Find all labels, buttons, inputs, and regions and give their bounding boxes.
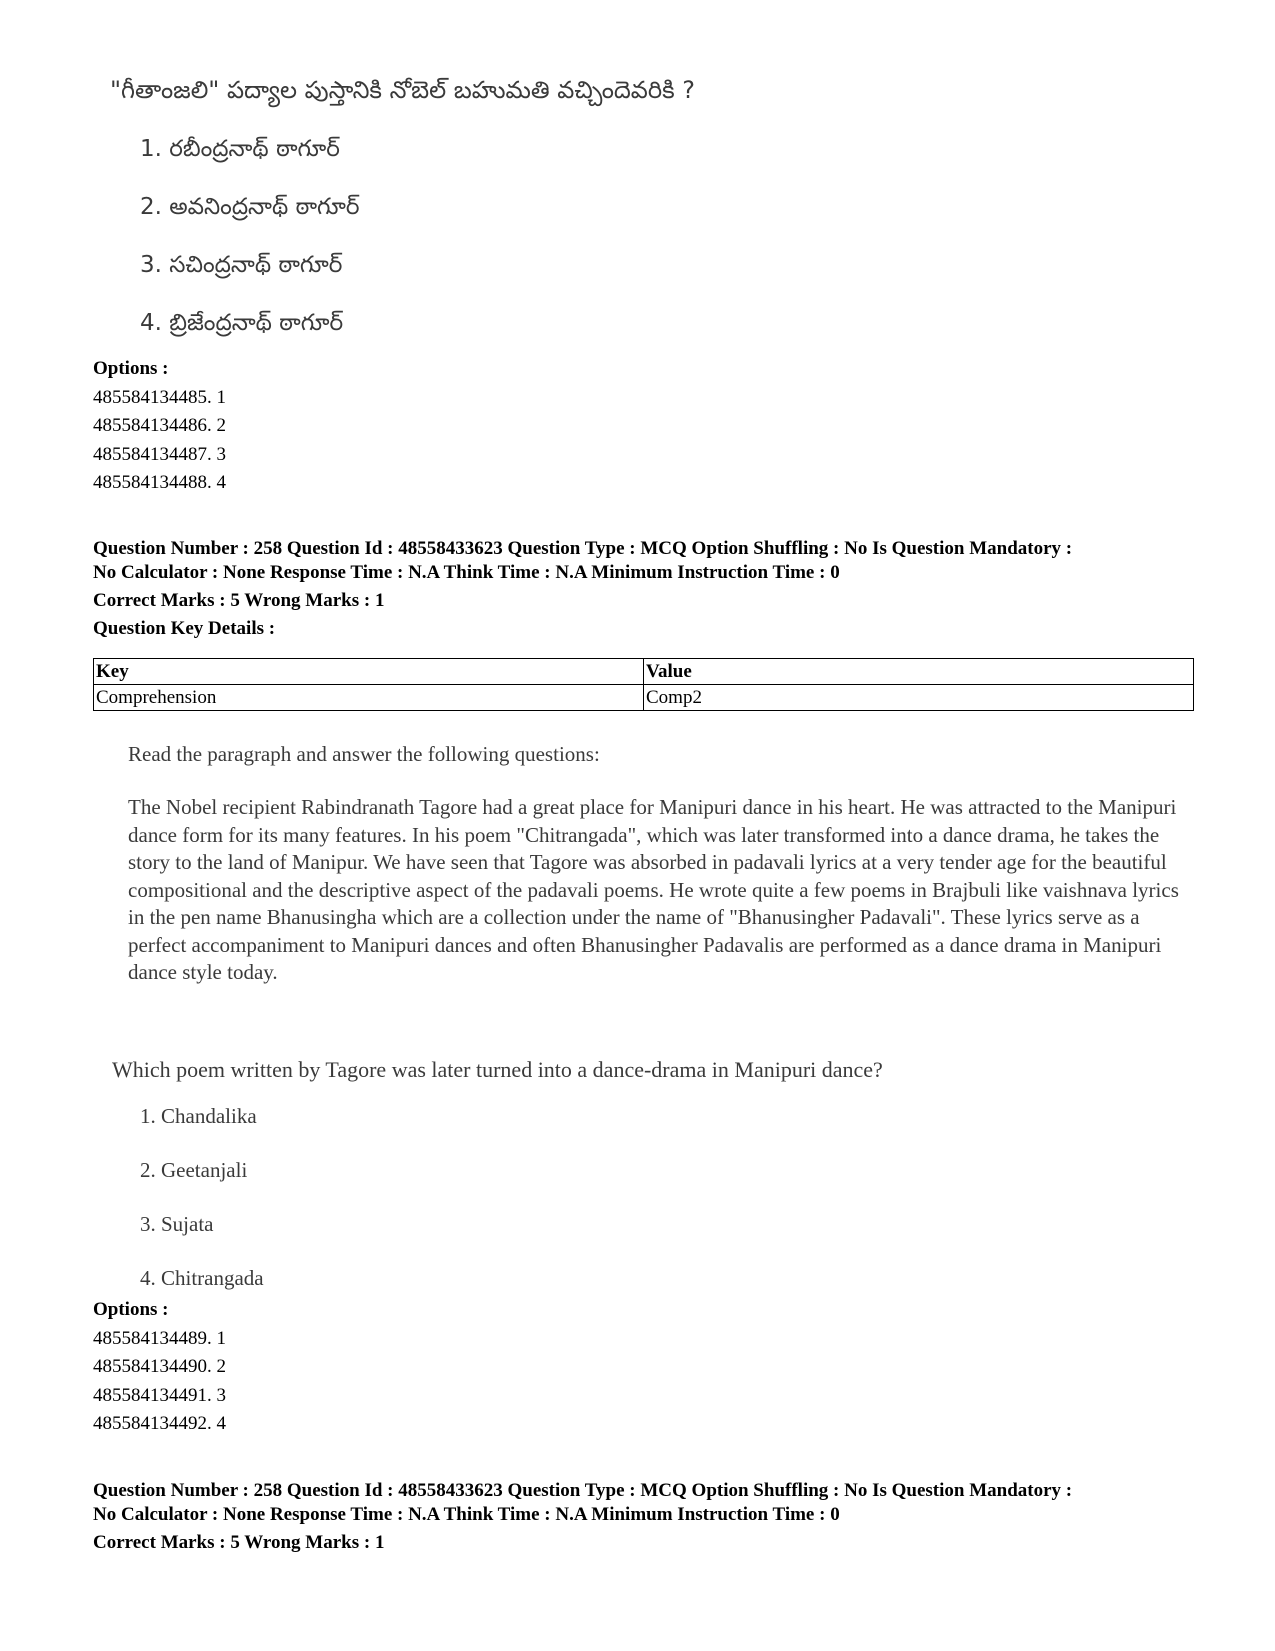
choice-1: 1. Chandalika bbox=[140, 1104, 257, 1128]
option-id: 485584134490. 2 bbox=[93, 1356, 226, 1377]
choice-2: 2. అవనింద్రనాథ్ ఠాగూర్ bbox=[140, 194, 360, 220]
table-row bbox=[94, 685, 1194, 711]
options-block-1 bbox=[93, 355, 226, 498]
options-label: Options : bbox=[93, 358, 169, 379]
telugu-question: "గీతాంజలి" పద్యాల పుస్తానికి నోబెల్ బహుమతి వచ్చిందెవరికి ? bbox=[110, 76, 695, 104]
passage-text: The Nobel recipient Rabindranath Tagore had a great place for Manipuri dance in his heart. He was attracted to the Manipuri dance form for its many features. In his poem "Chitrangada", which was later transformed into a dance drama, he takes the story to the land of Manipur. We have seen that Tagore was absorbed in padavali lyrics at a very tender age for the beautiful compositional and the descriptive aspect of the padavali poems. He wrote quite a few poems in Brajbuli like vaishnava lyrics in the pen name Bhanusingha which are a collection under the name of "Bhanusingher Padavali". These lyrics serve as a perfect accompaniment to Manipuri dances and often Bhanusingher Padavalis are performed as a dance drama in Manipuri dance style today. bbox=[128, 795, 1179, 984]
question-key-table bbox=[93, 658, 1194, 711]
choice-3: 3. Sujata bbox=[140, 1212, 214, 1236]
options-block-2 bbox=[93, 1296, 226, 1439]
telugu-choice-list bbox=[140, 136, 359, 368]
table-cell: Comp2 bbox=[644, 685, 1194, 711]
options-label: Options : bbox=[93, 1299, 169, 1320]
english-question: Which poem written by Tagore was later turned into a dance-drama in Manipuri dance? bbox=[112, 1057, 883, 1082]
meta-line-1: Question Number : 258 Question Id : 48558433623 Question Type : MCQ Option Shuffling : No Is Question Mandatory : bbox=[93, 1480, 1073, 1501]
passage-heading: Read the paragraph and answer the following questions: bbox=[128, 742, 600, 766]
english-choice-list bbox=[140, 1104, 264, 1320]
meta-line-2: No Calculator : None Response Time : N.A Think Time : N.A Minimum Instruction Time : 0 bbox=[93, 1504, 840, 1525]
option-id: 485584134487. 3 bbox=[93, 443, 226, 465]
key-details-label: Question Key Details : bbox=[93, 618, 276, 639]
option-id: 485584134488. 4 bbox=[93, 472, 226, 493]
question-meta-1 bbox=[93, 537, 1203, 641]
option-id: 485584134489. 1 bbox=[93, 1327, 226, 1349]
meta-line-2: No Calculator : None Response Time : N.A Think Time : N.A Minimum Instruction Time : 0 bbox=[93, 562, 840, 583]
option-id: 485584134492. 4 bbox=[93, 1413, 226, 1434]
choice-4: 4. Chitrangada bbox=[140, 1266, 264, 1290]
option-id: 485584134485. 1 bbox=[93, 386, 226, 408]
marks-line: Correct Marks : 5 Wrong Marks : 1 bbox=[93, 1532, 385, 1553]
choice-2: 2. Geetanjali bbox=[140, 1158, 248, 1182]
meta-line-1: Question Number : 258 Question Id : 48558433623 Question Type : MCQ Option Shuffling : No Is Question Mandatory : bbox=[93, 538, 1073, 559]
choice-4: 4. బ్రిజేంద్రనాథ్ ఠాగూర్ bbox=[140, 310, 344, 336]
table-header: Key bbox=[94, 659, 644, 685]
choice-1: 1. రబీంద్రనాథ్ ఠాగూర్ bbox=[140, 136, 340, 162]
marks-line: Correct Marks : 5 Wrong Marks : 1 bbox=[93, 590, 385, 611]
option-id: 485584134491. 3 bbox=[93, 1384, 226, 1406]
option-id: 485584134486. 2 bbox=[93, 415, 226, 436]
question-meta-2 bbox=[93, 1479, 1203, 1555]
table-cell: Comprehension bbox=[94, 685, 644, 711]
table-header: Value bbox=[644, 659, 1194, 685]
choice-3: 3. సచింద్రనాథ్ ఠాగూర్ bbox=[140, 252, 343, 278]
table-header-row bbox=[94, 659, 1194, 685]
